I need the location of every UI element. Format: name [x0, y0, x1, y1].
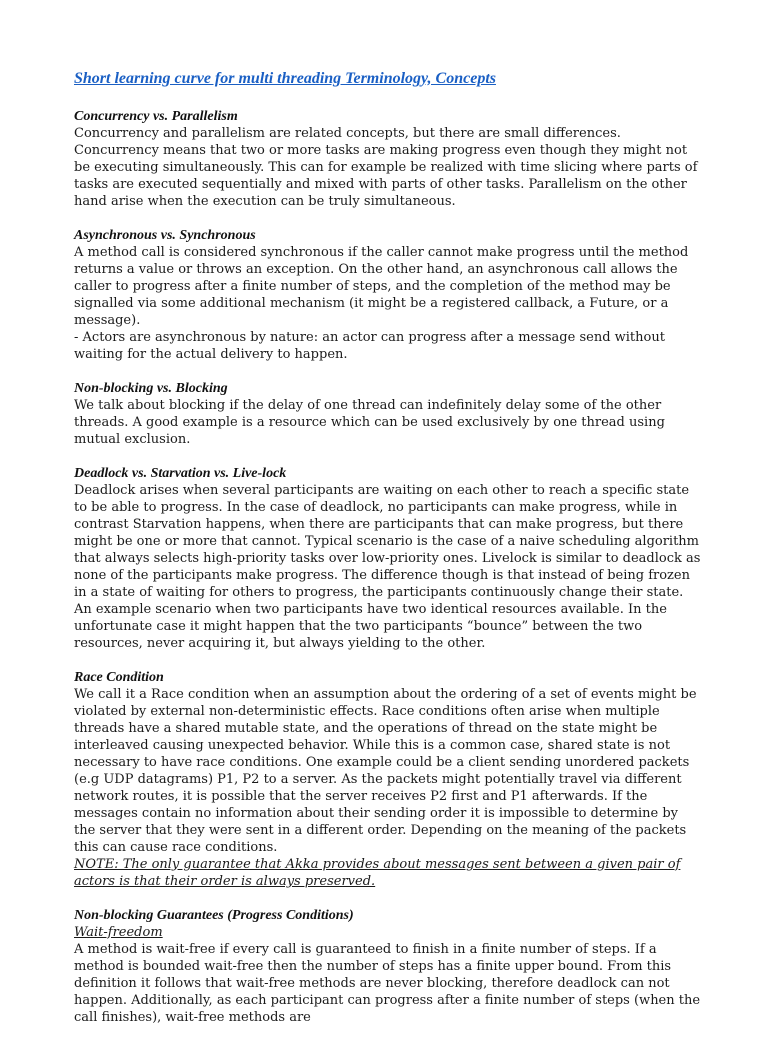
section-non-blocking: [74, 380, 702, 448]
section-asynchronous: [74, 227, 702, 363]
document-page: [74, 68, 702, 1043]
section-paragraph: A method call is considered synchronous if the caller cannot make progress until the method returns a value or throws an exception. On the other hand, an asynchronous call allows the caller to progress after a finite number of steps, and the completion of the method may be signalled via some additional mechanism (it might be a registered callback, a Future, or a message).: [74, 245, 689, 328]
section-subheading: Wait-freedom: [74, 925, 163, 940]
section-heading: Concurrency vs. Parallelism: [74, 109, 238, 124]
section-heading: Deadlock vs. Starvation vs. Live-lock: [74, 466, 287, 481]
document-title[interactable]: Short learning curve for multi threading Terminology, Concepts: [74, 70, 496, 87]
section-paragraph: We call it a Race condition when an assumption about the ordering of a set of events might be violated by external non-deterministic effects. Race conditions often arise when multiple threads have a shared mutable state, and the operations of thread on the state might be interleaved causing unexpected behavior. While this is a common case, shared state is not necessary to have race conditions. One example could be a client sending unordered packets (e.g UDP datagrams) P1, P2 to a server. As the packets might potentially travel via different network routes, it is possible that the server receives P2 first and P1 afterwards. If the messages contain no information about their sending order it is impossible to determine by the server that they were sent in a different order. Depending on the meaning of the packets this can cause race conditions.: [74, 687, 697, 855]
section-heading: Non-blocking Guarantees (Progress Conditions): [74, 908, 354, 923]
section-concurrency: [74, 108, 702, 210]
section-heading: Race Condition: [74, 670, 164, 685]
section-paragraph: Deadlock arises when several participants are waiting on each other to reach a specific state to be able to progress. In the case of deadlock, no participants can make progress, while in contrast Starvation happens, when there are participants that can make progress, but there might be one or more that cannot. Typical scenario is the case of a naive scheduling algorithm that always selects high-priority tasks over low-priority ones. Livelock is similar to deadlock as none of the participants make progress. The difference though is that instead of being frozen in a state of waiting for others to progress, the participants continuously change their state. An example scenario when two participants have two identical resources available. In the unfortunate case it might happen that the two participants “bounce” between the two resources, never acquiring it, but always yielding to the other.: [74, 483, 701, 651]
section-paragraph: - Actors are asynchronous by nature: an actor can progress after a message send without waiting for the actual delivery to happen.: [74, 330, 665, 362]
akka-note: NOTE: The only guarantee that Akka provides about messages sent between a given pair of actors is that their order is always preserved.: [74, 857, 681, 889]
section-paragraph: Concurrency and parallelism are related concepts, but there are small differences. Concurrency means that two or more tasks are making progress even though they might not be executing simultaneously. This can for example be realized with time slicing where parts of tasks are executed sequentially and mixed with parts of other tasks. Parallelism on the other hand arise when the execution can be truly simultaneous.: [74, 126, 698, 209]
section-heading: Asynchronous vs. Synchronous: [74, 228, 256, 243]
section-paragraph: We talk about blocking if the delay of one thread can indefinitely delay some of the other threads. A good example is a resource which can be used exclusively by one thread using mutual exclusion.: [74, 398, 665, 447]
section-deadlock: [74, 465, 702, 652]
section-race-condition: [74, 669, 702, 890]
section-progress-conditions: [74, 907, 702, 1026]
section-paragraph: A method is wait-free if every call is guaranteed to finish in a finite number of steps. If a method is bounded wait-free then the number of steps has a finite upper bound. From this definition it follows that wait-free methods are never blocking, therefore deadlock can not happen. Additionally, as each participant can progress after a finite number of steps (when the call finishes), wait-free methods are: [74, 942, 701, 1025]
section-heading: Non-blocking vs. Blocking: [74, 381, 228, 396]
